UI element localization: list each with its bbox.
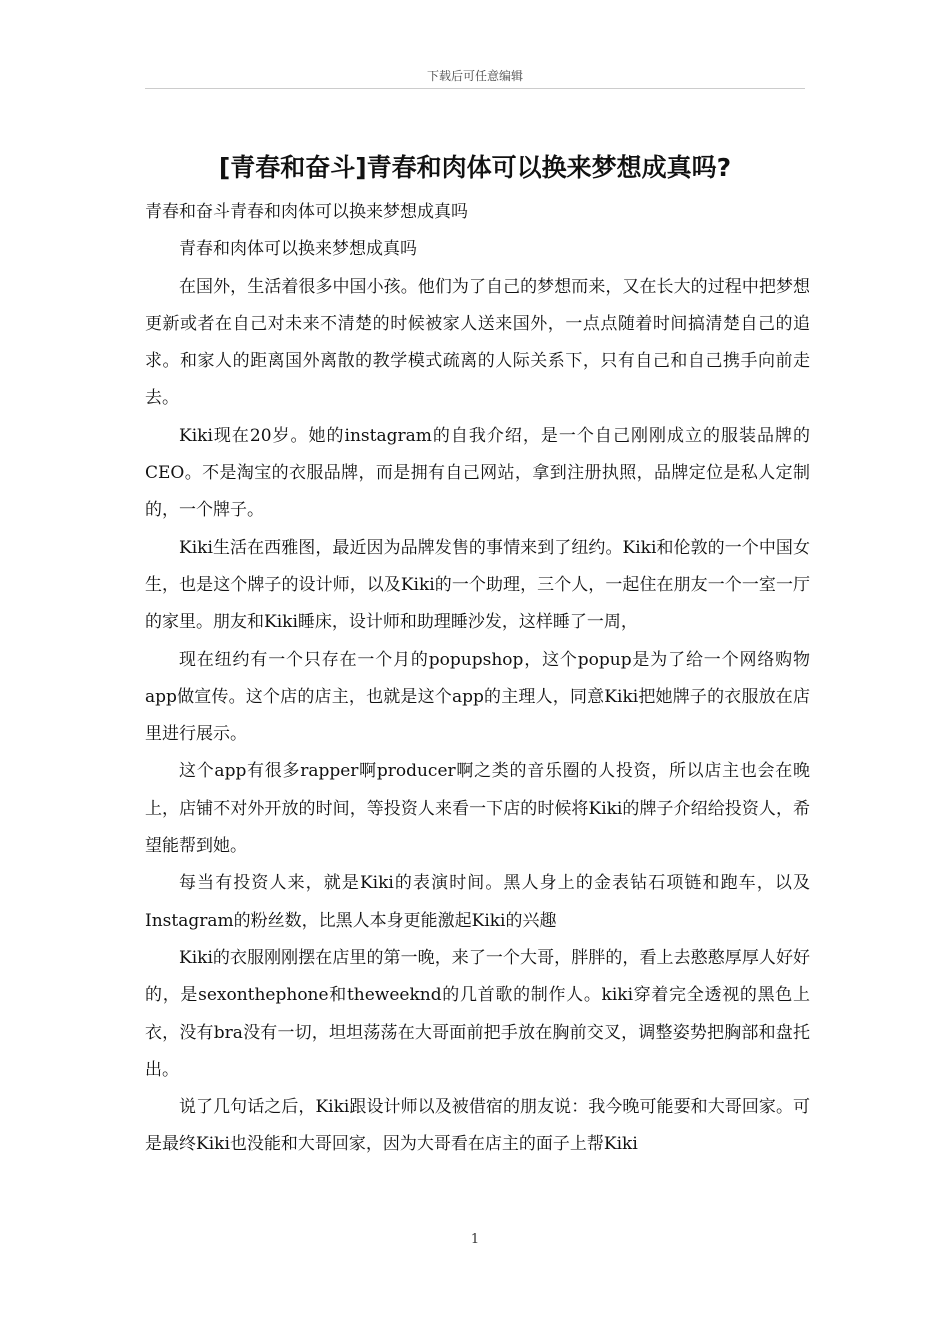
page-header: 下载后可任意编辑 [426,69,523,83]
paragraph: 在国外，生活着很多中国小孩。他们为了自己的梦想而来，又在长大的过程中把梦想更新或者在自己对未来不清楚的时候被家人送来国外，一点点随着时间搞清楚自己的追求。和家人的距离国外离散的教学模式疏离的人际关系下，只有自己和自己携手向前走去。 [145,276,810,409]
paragraph: Kiki现在20岁。她的instagram的自我介绍，是一个自己刚刚成立的服装品牌的CEO。不是淘宝的衣服品牌，而是拥有自己网站，拿到注册执照，品牌定位是私人定制的，一个牌子。 [145,425,810,521]
paragraph: 现在纽约有一个只存在一个月的popupshop，这个popup是为了给一个网络购物app做宣传。这个店的店主，也就是这个app的主理人，同意Kiki把她牌子的衣服放在店里进行展示。 [145,649,810,745]
paragraph: 说了几句话之后，Kiki跟设计师以及被借宿的朋友说：我今晚可能要和大哥回家。可是最终Kiki也没能和大哥回家，因为大哥看在店主的面子上帮Kiki [145,1097,810,1155]
header-divider [145,88,805,89]
paragraph: 每当有投资人来，就是Kiki的表演时间。黑人身上的金表钻石项链和跑车，以及Instagram的粉丝数，比黑人本身更能激起Kiki的兴趣 [145,873,810,931]
page-number: 1 [470,1232,480,1247]
paragraph: 青春和肉体可以换来梦想成真吗 [179,239,417,260]
paragraph: Kiki的衣服刚刚摆在店里的第一晚，来了一个大哥，胖胖的，看上去憨憨厚厚人好好的，是sexonthephone和theweeknd的几首歌的制作人。kiki穿着完全透视的黑色上衣，没有bra没有一切，坦坦荡荡在大哥面前把手放在胸前交叉，调整姿势把胸部和盘托出。 [145,947,810,1080]
paragraph-subtitle: 青春和奋斗青春和肉体可以换来梦想成真吗 [145,202,468,222]
paragraph: 这个app有很多rapper啊producer啊之类的音乐圈的人投资，所以店主也会在晚上，店铺不对外开放的时间，等投资人来看一下店的时候将Kiki的牌子介绍给投资人，希望能帮到她。 [145,761,810,857]
document-body [145,194,810,1164]
document-title: [青春和奋斗]青春和肉体可以换来梦想成真吗? [218,153,732,182]
paragraph: Kiki生活在西雅图，最近因为品牌发售的事情来到了纽约。Kiki和伦敦的一个中国女生，也是这个牌子的设计师，以及Kiki的一个助理，三个人，一起住在朋友一个一室一厅的家里。朋友和Kiki睡床，设计师和助理睡沙发，这样睡了一周， [145,537,810,633]
